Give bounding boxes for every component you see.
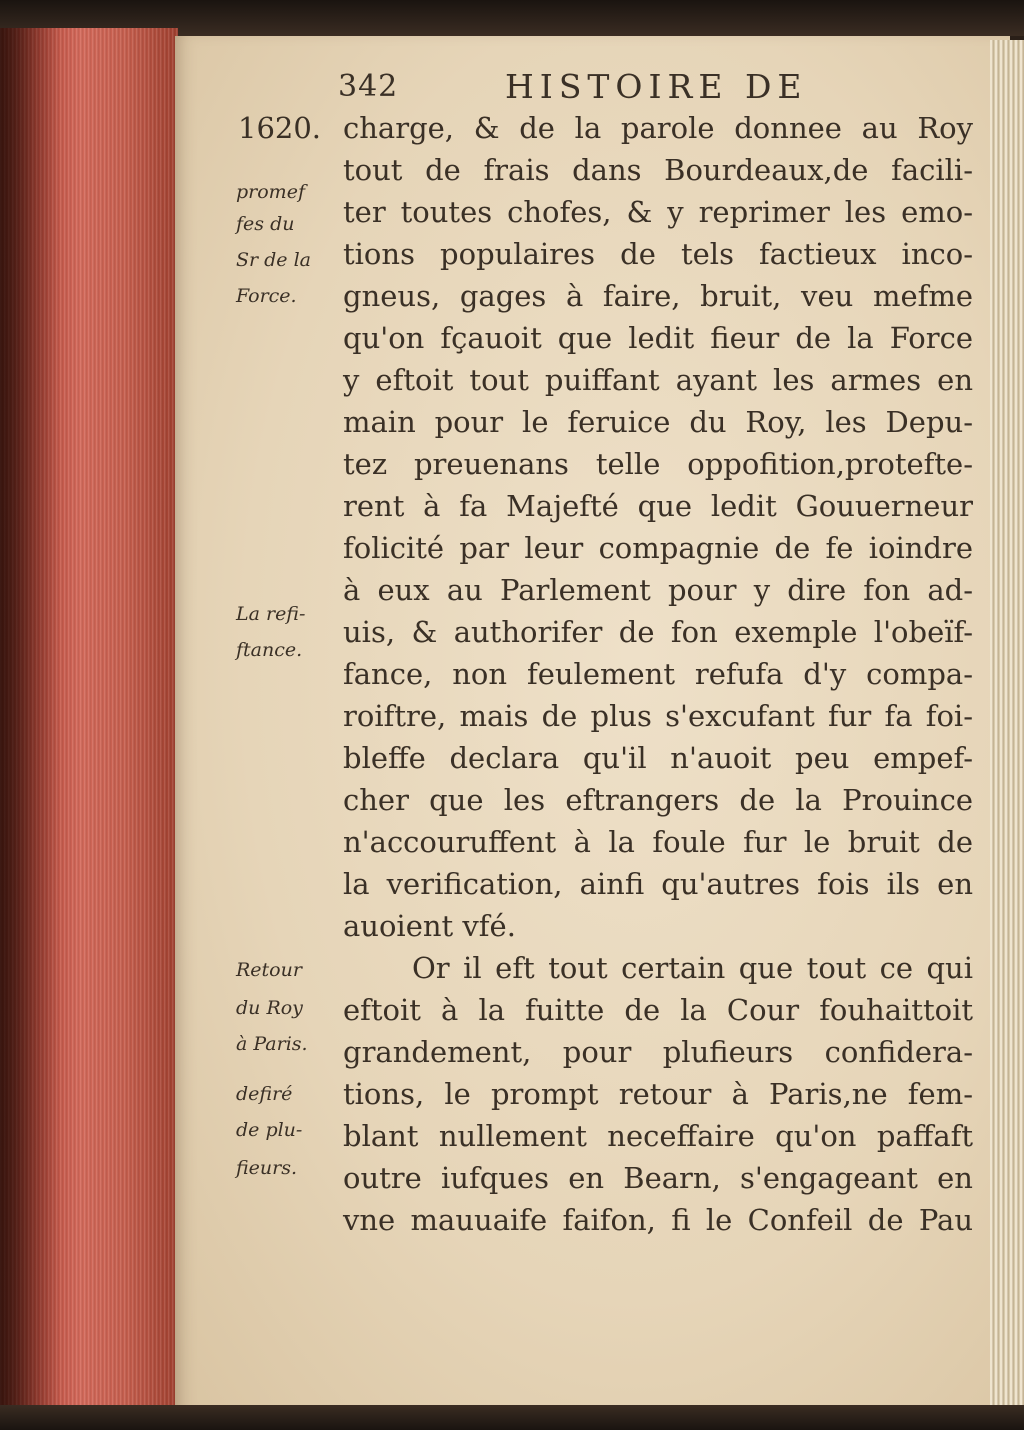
body-line: ter toutes chofes, & y reprimer les emo- — [343, 195, 973, 229]
body-line: outre iufques en Bearn, s'engageant en — [343, 1161, 973, 1195]
body-line: fance, non feulement refufa d'y compa- — [343, 657, 973, 691]
body-line: qu'on fçauoit que ledit fieur de la Force — [343, 321, 973, 355]
margin-note: promef — [236, 181, 305, 203]
year-marker: 1620. — [238, 111, 322, 145]
margin-note: Sr de la — [236, 249, 311, 271]
body-line: cher que les eftrangers de la Prouince — [343, 783, 973, 817]
body-line: tout de frais dans Bourdeaux,de facili- — [343, 153, 973, 187]
margin-note: ftance. — [236, 639, 303, 661]
body-line: roiftre, mais de plus s'excufant fur fa foi- — [343, 699, 973, 733]
bottom-shadow — [0, 1405, 1024, 1430]
margin-note: Retour — [236, 959, 302, 981]
margin-note: La refi- — [236, 603, 306, 625]
body-line: tions populaires de tels factieux inco- — [343, 237, 973, 271]
body-line: folicité par leur compagnie de fe ioindre — [343, 531, 973, 565]
body-line: uis, & authorifer de fon exemple l'obeïf- — [343, 615, 973, 649]
body-line: tions, le prompt retour à Paris,ne fem- — [343, 1077, 973, 1111]
margin-note: Force. — [236, 285, 297, 307]
body-line: tez preuenans telle oppofition,protefte- — [343, 447, 973, 481]
margin-note: fes du — [236, 213, 295, 235]
body-line: Or il eft tout certain que tout ce qui — [412, 951, 973, 985]
right-page-edges — [990, 40, 1024, 1410]
body-line: y eftoit tout puiffant ayant les armes en — [343, 363, 973, 397]
red-page-edges — [0, 28, 178, 1418]
margin-note: defiré — [236, 1083, 293, 1105]
body-line: la verification, ainfi qu'autres fois ils en — [343, 867, 973, 901]
body-line: eftoit à la fuitte de la Cour fouhaittoit — [343, 993, 973, 1027]
body-line: gneus, gages à faire, bruit, veu mefme — [343, 279, 973, 313]
body-line: vne mauuaife faifon, fi le Confeil de Pau — [343, 1203, 973, 1237]
running-head: HISTOIRE DE — [505, 67, 808, 106]
page-number: 342 — [338, 69, 399, 104]
body-line: n'accouruffent à la foule fur le bruit de — [343, 825, 973, 859]
body-line: rent à fa Majefté que ledit Gouuerneur — [343, 489, 973, 523]
body-line: bleffe declara qu'il n'auoit peu empef- — [343, 741, 973, 775]
body-line: main pour le feruice du Roy, les Depu- — [343, 405, 973, 439]
body-line: auoient vfé. — [343, 909, 516, 943]
body-line: à eux au Parlement pour y dire fon ad- — [343, 573, 973, 607]
margin-note: de plu- — [236, 1119, 303, 1141]
body-line: grandement, pour plufieurs confidera- — [343, 1035, 973, 1069]
margin-note: fieurs. — [236, 1157, 298, 1179]
margin-note: à Paris. — [236, 1033, 308, 1055]
body-line: charge, & de la parole donnee au Roy — [343, 111, 973, 145]
margin-note: du Roy — [236, 997, 303, 1019]
body-line: blant nullement neceffaire qu'on paffaft — [343, 1119, 973, 1153]
